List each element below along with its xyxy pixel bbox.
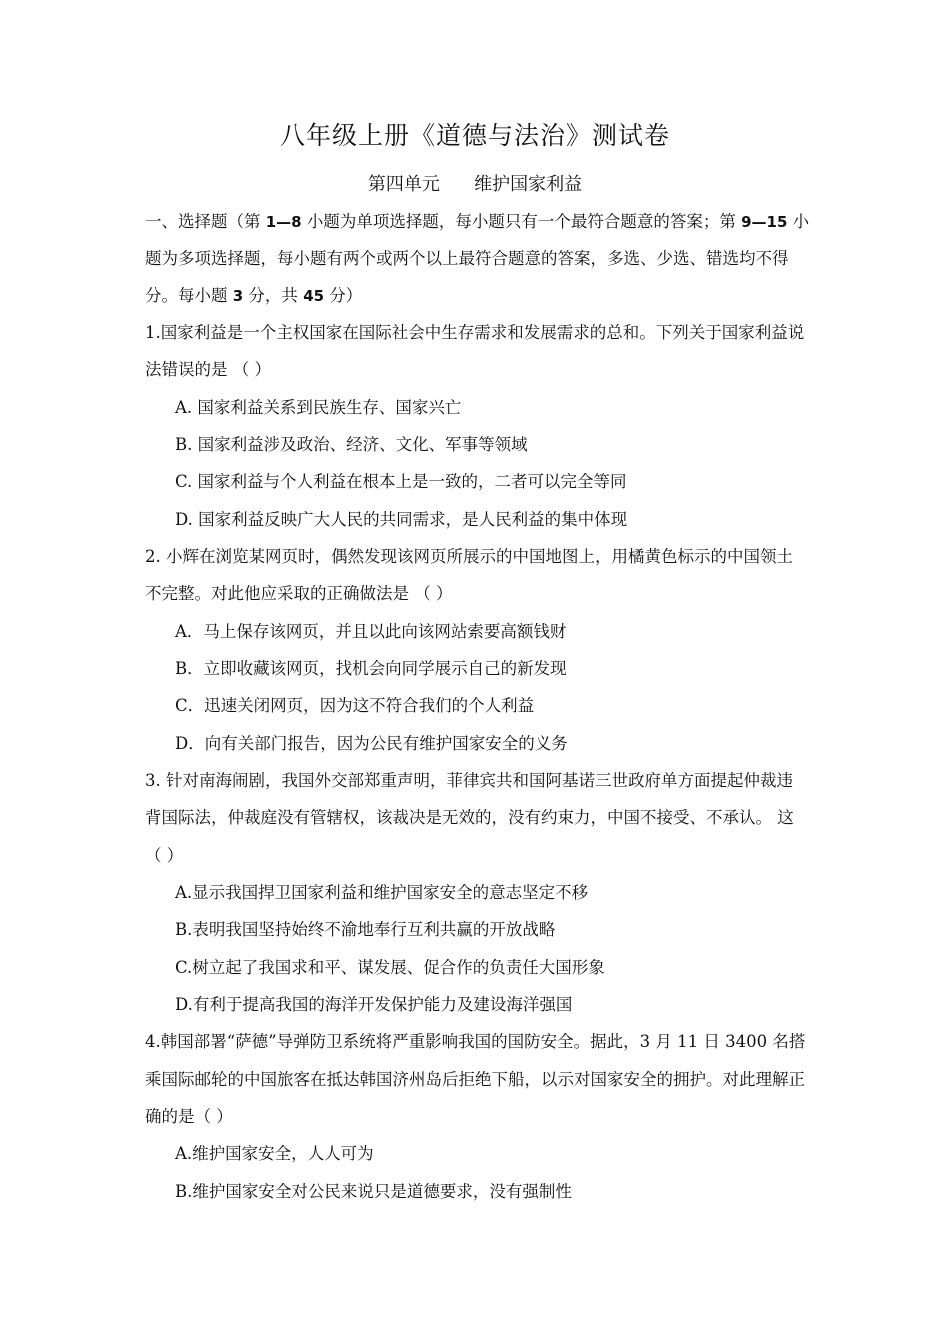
- question-1-stem-line-2: 法错误的是 （ ）: [145, 360, 271, 379]
- question-2-stem-line-1: 2. 小辉在浏览某网页时，偶然发现该网页所展示的中国地图上，用橘黄色标示的中国领土: [145, 547, 793, 566]
- question-2-option-d: D．向有关部门报告，因为公民有维护国家安全的义务: [175, 734, 568, 753]
- question-3-stem-line-1: 3. 针对南海闹剧，我国外交部郑重声明，菲律宾共和国阿基诺三世政府单方面提起仲裁违: [145, 771, 793, 790]
- question-3-option-a: A.显示我国捍卫国家利益和维护国家安全的意志坚定不移: [175, 883, 589, 902]
- question-1-option-c: C. 国家利益与个人利益在根本上是一致的，二者可以完全等同: [175, 472, 627, 491]
- question-1-stem-line-1: 1.国家利益是一个主权国家在国际社会中生存需求和发展需求的总和。下列关于国家利益说: [145, 323, 805, 342]
- question-1-option-a: A. 国家利益关系到民族生存、国家兴亡: [175, 398, 462, 417]
- question-1-option-b: B. 国家利益涉及政治、经济、文化、军事等领域: [175, 435, 528, 454]
- question-2-option-a: A．马上保存该网页，并且以此向该网站索要高额钱财: [175, 622, 567, 641]
- section-instructions-line-2: 题为多项选择题，每小题有两个或两个以上最符合题意的答案，多选、少选、错选均不得: [145, 249, 789, 268]
- question-2-option-b: B．立即收藏该网页，找机会向同学展示自己的新发现: [175, 659, 567, 678]
- question-3-option-b: B.表明我国坚持始终不渝地奉行互利共赢的开放战略: [175, 920, 556, 939]
- unit-subtitle: 第四单元 维护国家利益: [367, 174, 583, 195]
- question-2-stem-line-2: 不完整。对此他应采取的正确做法是 （ ）: [145, 584, 453, 603]
- question-2-option-c: C．迅速关闭网页，因为这不符合我们的个人利益: [175, 696, 535, 715]
- section-instructions-line-3: 分。每小题 3 分，共 45 分）: [145, 286, 363, 305]
- question-4-option-b: B.维护国家安全对公民来说只是道德要求，没有强制性: [175, 1182, 572, 1201]
- question-4-option-a: A.维护国家安全，人人可为: [175, 1144, 374, 1163]
- question-4-stem-line-1: 4.韩国部署“萨德”导弹防卫系统将严重影响我国的国防安全。据此，3 月 11 日 3400 名搭: [145, 1032, 806, 1051]
- question-3-option-d: D.有利于提高我国的海洋开发保护能力及建设海洋强国: [175, 995, 573, 1014]
- question-3-stem-line-3: （ ）: [145, 846, 184, 865]
- question-4-stem-line-3: 确的是（ ）: [145, 1107, 233, 1126]
- question-1-option-d: D. 国家利益反映广大人民的共同需求，是人民利益的集中体现: [175, 510, 628, 529]
- question-3-option-c: C.树立起了我国求和平、谋发展、促合作的负责任大国形象: [175, 958, 605, 977]
- page-title: 八年级上册《道德与法治》测试卷: [279, 121, 670, 150]
- question-4-stem-line-2: 乘国际邮轮的中国旅客在抵达韩国济州岛后拒绝下船，以示对国家安全的拥护。对此理解正: [145, 1070, 805, 1089]
- section-instructions-line-1: 一、选择题（第 1—8 小题为单项选择题，每小题只有一个最符合题意的答案；第 9—15 小: [145, 212, 810, 231]
- question-3-stem-line-2: 背国际法，仲裁庭没有管辖权，该裁决是无效的，没有约束力，中国不接受、不承认。 这: [145, 808, 794, 827]
